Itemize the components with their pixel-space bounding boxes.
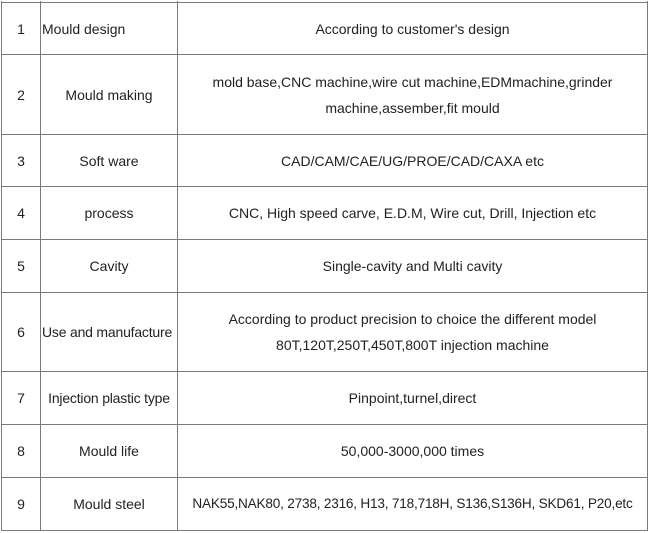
table-row xyxy=(2,478,648,531)
row-item-name: Injection plastic type xyxy=(41,372,178,425)
row-item-name: Use and manufacture xyxy=(41,293,178,372)
row-item-value: mold base,CNC machine,wire cut machine,EDMmachine,grinder machine,assember,fit mould xyxy=(178,55,648,135)
row-item-name: Mould life xyxy=(41,425,178,478)
row-item-value: According to customer's design xyxy=(178,3,648,55)
table-row xyxy=(2,293,648,372)
row-item-name: Mould making xyxy=(41,55,178,135)
row-item-value: CNC, High speed carve, E.D.M, Wire cut, Drill, Injection etc xyxy=(178,187,648,240)
table-row xyxy=(2,372,648,425)
row-item-name: Cavity xyxy=(41,240,178,293)
row-item-name: process xyxy=(41,187,178,240)
table-row xyxy=(2,240,648,293)
table-row xyxy=(2,55,648,135)
row-item-value: CAD/CAM/CAE/UG/PROE/CAD/CAXA etc xyxy=(178,135,648,187)
row-number: 9 xyxy=(2,478,41,531)
row-item-value: According to product precision to choice the different model 80T,120T,250T,450T,800T injection machine xyxy=(178,293,648,372)
row-number: 3 xyxy=(2,135,41,187)
row-number: 7 xyxy=(2,372,41,425)
row-number: 8 xyxy=(2,425,41,478)
row-number: 5 xyxy=(2,240,41,293)
row-item-name: Mould steel xyxy=(41,478,178,531)
row-number: 6 xyxy=(2,293,41,372)
row-number: 4 xyxy=(2,187,41,240)
table-row xyxy=(2,135,648,187)
table-row xyxy=(2,3,648,55)
row-item-value: NAK55,NAK80, 2738, 2316, H13, 718,718H, S136,S136H, SKD61, P20,etc xyxy=(178,478,648,531)
row-item-name: Mould design xyxy=(41,3,178,55)
table-row xyxy=(2,425,648,478)
row-number: 1 xyxy=(2,3,41,55)
table-row xyxy=(2,187,648,240)
row-item-value: Single-cavity and Multi cavity xyxy=(178,240,648,293)
row-number: 2 xyxy=(2,55,41,135)
row-item-value: Pinpoint,turnel,direct xyxy=(178,372,648,425)
spec-table xyxy=(1,1,648,531)
row-item-name: Soft ware xyxy=(41,135,178,187)
row-item-value: 50,000-3000,000 times xyxy=(178,425,648,478)
